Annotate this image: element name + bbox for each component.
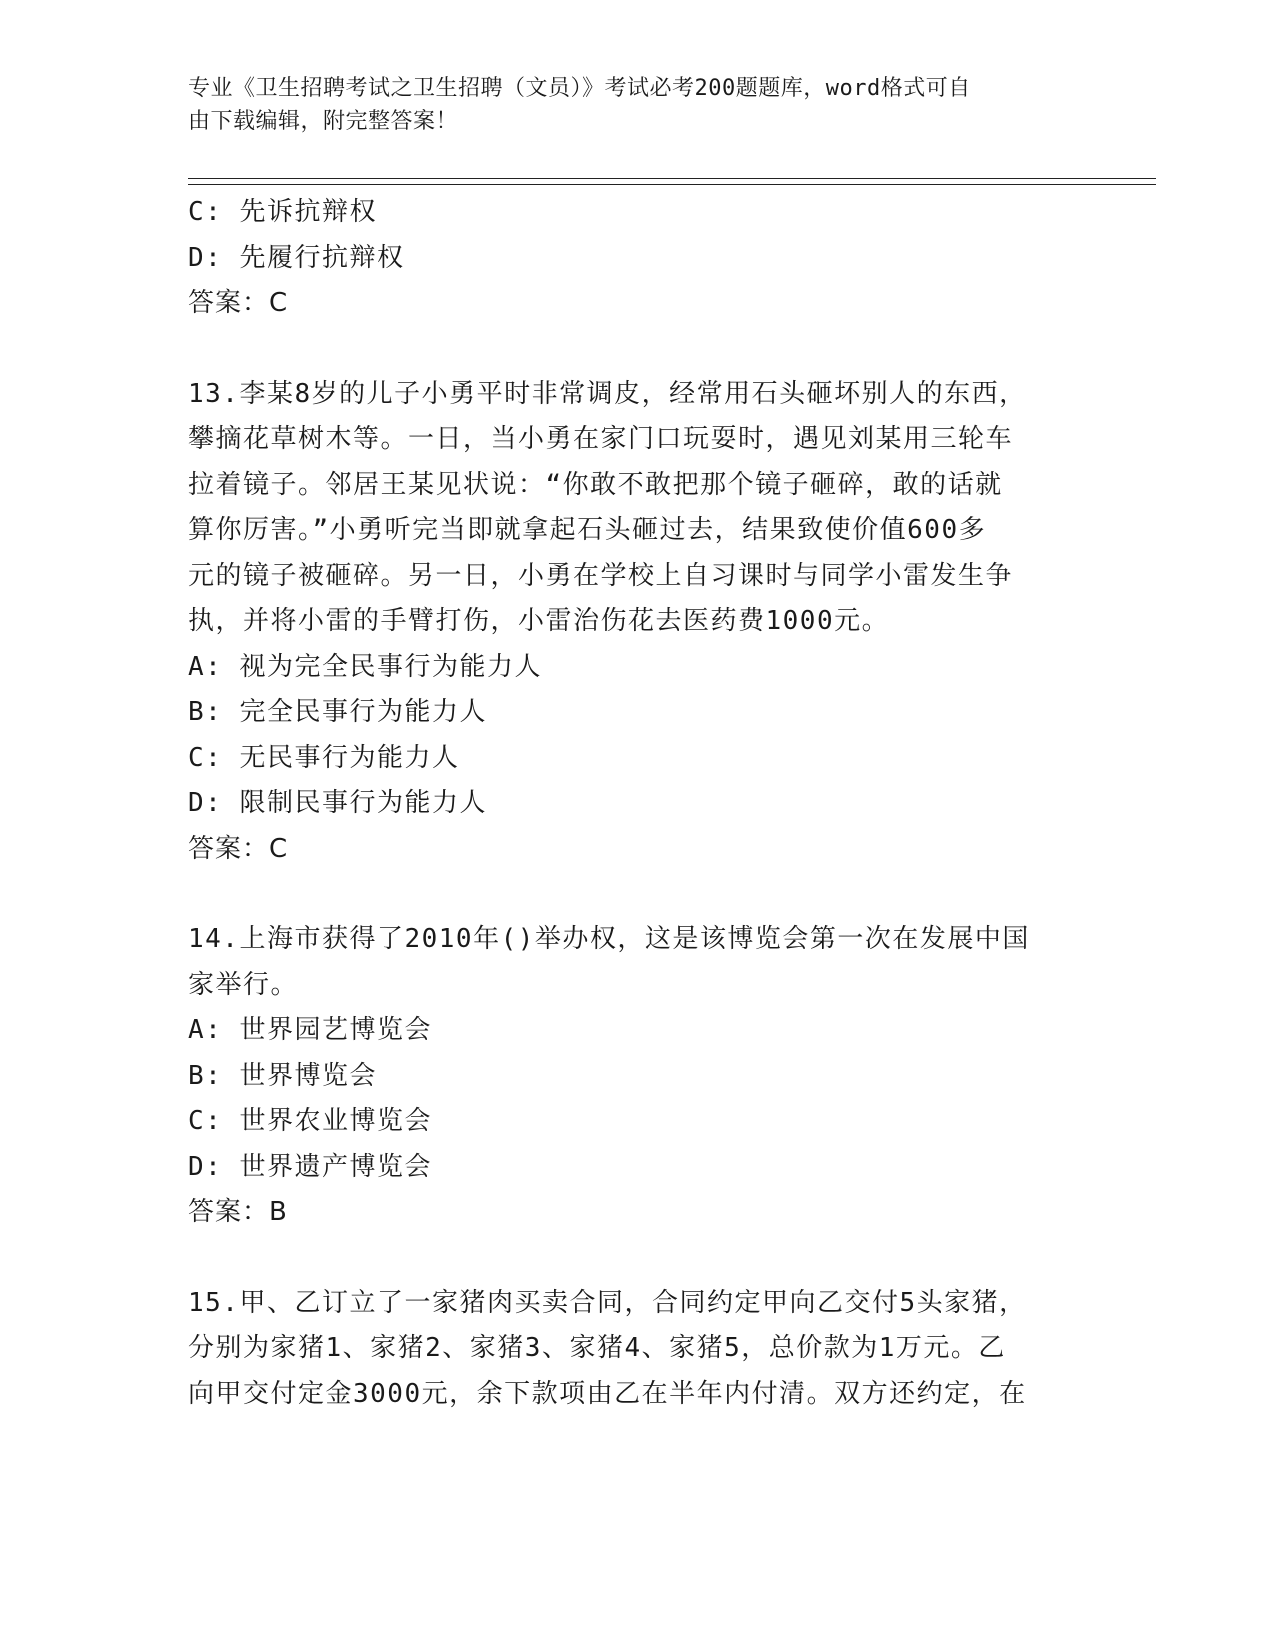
question-line: 15.甲、乙订立了一家猪肉买卖合同，合同约定甲向乙交付5头家猪， xyxy=(188,1287,1027,1318)
option-c: C: 世界农业博览会 xyxy=(188,1106,432,1136)
option-d: D: 世界遗产博览会 xyxy=(188,1151,432,1182)
answer-line: 答案：C xyxy=(188,288,289,318)
question-line: 14.上海市获得了2010年()举办权，这是该博览会第一次在发展中国 xyxy=(188,924,1030,954)
question-line: 拉着镜子。邻居王某见状说：“你敢不敢把那个镜子砸碎，敢的话就 xyxy=(188,469,1003,500)
question-line: 向甲交付定金3000元，余下款项由乙在半年内付清。双方还约定，在 xyxy=(188,1378,1027,1409)
question-13 xyxy=(188,372,1088,873)
question-text xyxy=(188,1281,1088,1418)
option-a: A: 视为完全民事行为能力人 xyxy=(188,651,542,682)
spacer xyxy=(188,1236,1088,1281)
continued-question xyxy=(188,190,1088,327)
option-c: C: 先诉抗辩权 xyxy=(188,197,377,227)
question-line: 元的镜子被砸碎。另一日，小勇在学校上自习课时与同学小雷发生争 xyxy=(188,560,1014,591)
question-text xyxy=(188,917,1088,1008)
question-line: 算你厉害。”小勇听完当即就拿起石头砸过去，结果致使价值600多 xyxy=(188,515,987,545)
question-line: 攀摘花草树木等。一日，当小勇在家门口玩耍时，遇见刘某用三轮车 xyxy=(188,424,1014,454)
option-b: B: 完全民事行为能力人 xyxy=(188,697,487,727)
header-line: 专业《卫生招聘考试之卫生招聘（文员）》考试必考200题题库，word格式可自 xyxy=(188,76,971,101)
question-line: 执，并将小雷的手臂打伤，小雷治伤花去医药费1000元。 xyxy=(188,606,890,636)
spacer xyxy=(188,872,1088,917)
document-body xyxy=(188,190,1088,1417)
question-14 xyxy=(188,917,1088,1236)
question-15 xyxy=(188,1281,1088,1418)
question-line: 家举行。 xyxy=(188,969,299,1000)
header-divider xyxy=(188,178,1156,185)
option-c: C: 无民事行为能力人 xyxy=(188,742,460,773)
question-line: 分别为家猪1、家猪2、家猪3、家猪4、家猪5，总价款为1万元。乙 xyxy=(188,1333,1006,1363)
answer-line: 答案：C xyxy=(188,833,289,864)
option-d: D: 先履行抗辩权 xyxy=(188,242,405,273)
question-line: 13.李某8岁的儿子小勇平时非常调皮，经常用石头砸坏别人的东西， xyxy=(188,378,1027,409)
question-text xyxy=(188,372,1088,645)
header-line: 由下载编辑，附完整答案！ xyxy=(188,109,459,134)
spacer xyxy=(188,327,1088,372)
option-d: D: 限制民事行为能力人 xyxy=(188,788,487,818)
option-b: B: 世界博览会 xyxy=(188,1060,377,1091)
page-header xyxy=(188,72,1078,138)
option-a: A: 世界园艺博览会 xyxy=(188,1015,432,1045)
answer-line: 答案：B xyxy=(188,1197,288,1227)
